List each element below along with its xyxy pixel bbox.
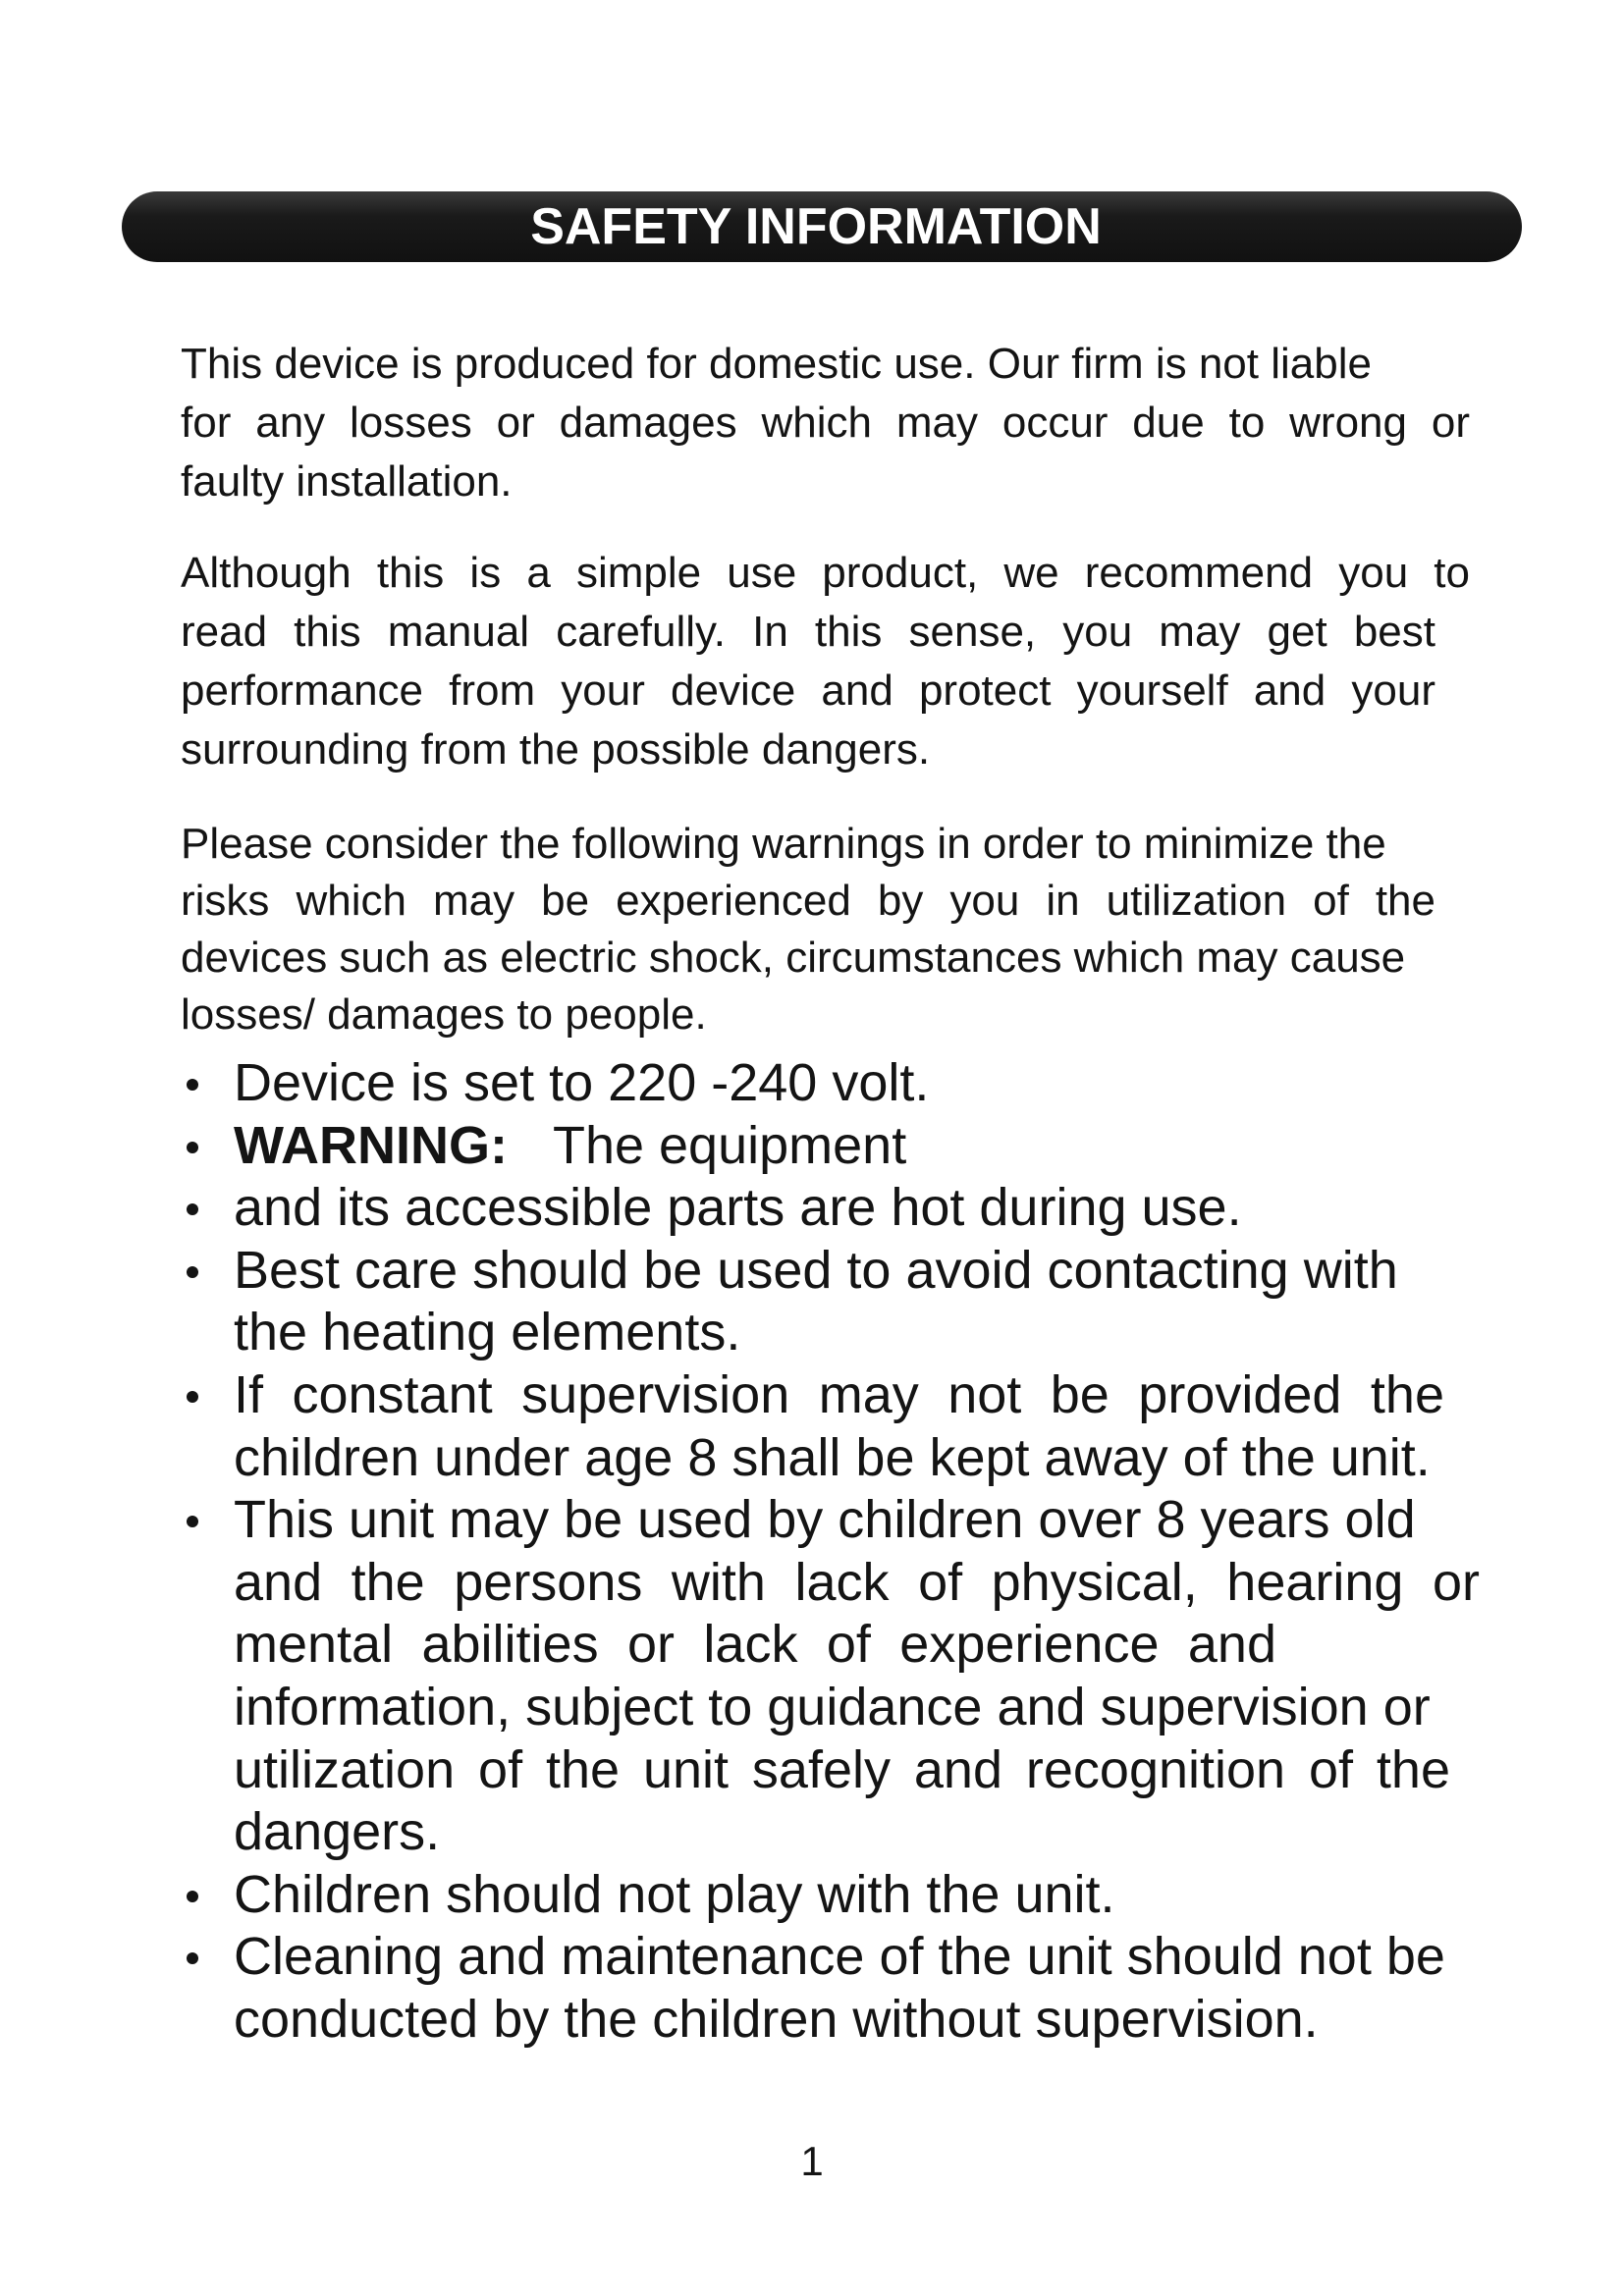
bullet-item: [0, 1364, 1624, 1489]
bullet-line: and its accessible parts are hot during use.: [234, 1178, 1242, 1238]
paragraph-line: read this manual carefully. In this sense, you may get best: [181, 608, 1435, 656]
bullet-icon: [187, 1891, 198, 1902]
paragraph-line: surrounding from the possible dangers.: [181, 725, 931, 774]
paragraph-line: Please consider the following warnings in order to minimize the: [181, 820, 1386, 868]
bullet-line: information, subject to guidance and supervision or: [234, 1677, 1431, 1736]
bullet-line: and the persons with lack of physical, hearing or: [234, 1552, 1480, 1612]
bullet-item: [0, 1052, 1624, 1115]
bullet-line: Best care should be used to avoid contacting with: [234, 1240, 1398, 1300]
bullet-item: [0, 1240, 1624, 1364]
bullet-line: Children should not play with the unit.: [234, 1864, 1115, 1924]
bullet-item: [0, 1115, 1624, 1178]
intro-paragraph: [181, 335, 1470, 511]
bullet-line: Device is set to 220 -240 volt.: [234, 1053, 930, 1112]
bullet-line: utilization of the unit safely and recognition of the: [234, 1739, 1450, 1799]
bullet-line: Cleaning and maintenance of the unit should not be: [234, 1927, 1445, 1987]
bullet-icon: [187, 1203, 198, 1215]
paragraph-line: performance from your device and protect yourself and your: [181, 667, 1435, 715]
paragraph-line: Although this is a simple use product, we recommend you to: [181, 549, 1470, 597]
section-header-bar: [122, 191, 1522, 262]
intro-paragraph: [181, 816, 1435, 1043]
bullet-icon: [187, 1079, 198, 1091]
bullet-icon: [187, 1142, 198, 1153]
bullet-icon: [187, 1266, 198, 1278]
paragraph-line: for any losses or damages which may occur due to wrong or: [181, 399, 1470, 447]
section-title: SAFETY INFORMATION: [530, 198, 1102, 255]
bullet-line: conducted by the children without supervision.: [234, 1989, 1319, 2049]
bullet-line: This unit may be used by children over 8 years old: [234, 1490, 1416, 1550]
warnings-list: [0, 1052, 1624, 2052]
bullet-line: [234, 1115, 1624, 1178]
bullet-icon: [187, 1516, 198, 1527]
bullet-line: mental abilities or lack of experience and: [234, 1615, 1276, 1675]
bullet-item: [0, 1177, 1624, 1240]
paragraph-line: faulty installation.: [181, 457, 513, 506]
paragraph-line: This device is produced for domestic use. Our firm is not liable: [181, 340, 1372, 388]
paragraph-line: losses/ damages to people.: [181, 990, 707, 1039]
intro-paragraph: [181, 544, 1470, 779]
bullet-line: children under age 8 shall be kept away of the unit.: [234, 1427, 1431, 1487]
bullet-line: If constant supervision may not be provided the: [234, 1364, 1444, 1424]
bullet-line: dangers.: [234, 1802, 441, 1862]
bullet-icon: [187, 1952, 198, 1964]
page-number: 1: [800, 2138, 824, 2184]
bullet-item: [0, 1489, 1624, 1864]
paragraph-line: devices such as electric shock, circumstances which may cause: [181, 934, 1406, 982]
paragraph-line: risks which may be experienced by you in utilization of the: [181, 877, 1435, 925]
bullet-icon: [187, 1391, 198, 1403]
bullet-item: [0, 1864, 1624, 1927]
bullet-text: The equipment: [552, 1115, 907, 1175]
bullet-item: [0, 1926, 1624, 2051]
bullet-line: the heating elements.: [234, 1303, 741, 1362]
warning-label: WARNING:: [234, 1115, 508, 1175]
